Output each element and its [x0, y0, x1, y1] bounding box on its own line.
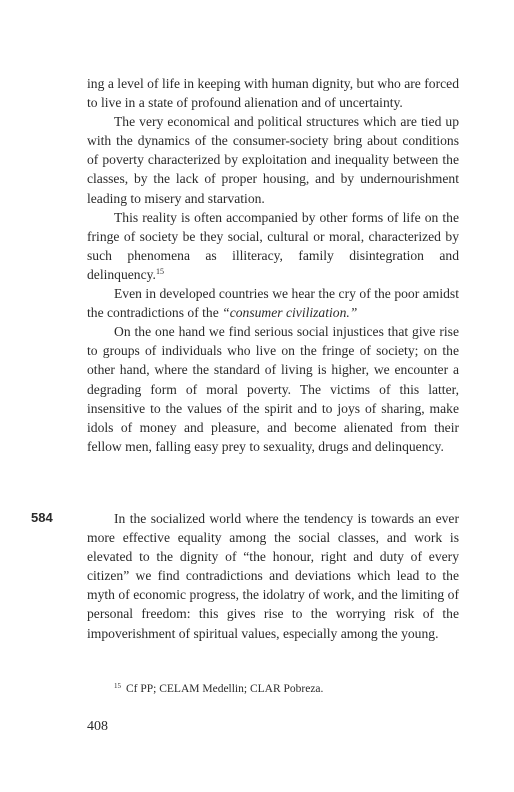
footnote-number: 15: [114, 682, 121, 690]
paragraph-socialized-world: In the socialized world where the tendency is towards an ever more effective equality among the social classes, and work is elevated to the dignity of “the honour, right and duty of every citizen” we find contradictions and deviations which lead to the myth of economic progress, the idolatry of work, and the limiting of personal freedom: this gives rise to the worrying risk of the impoverishment of spiritual values, especially among the young.: [87, 511, 459, 641]
section-margin-number: 584: [31, 510, 53, 525]
body-text-lower: [87, 509, 459, 643]
paragraph-fringe-of-society: [87, 208, 459, 284]
consumer-civilization-italic: “consumer civilization.”: [222, 305, 358, 321]
footnote-text: Cf PP; CELAM Medellin; CLAR Pobreza.: [126, 683, 324, 695]
paragraph-social-injustices: On the one hand we find serious social injustices that give rise to groups of individuals who live on the fringe of society; on the other hand, where the standard of living is higher, we encounter a degrading form of moral poverty. The victims of this latter, insensitive to the values of the spirit and to joys of sharing, make idols of money and pleasure, and become alienated from their fellow men, falling easy prey to sexuality, drugs and delinquency.: [87, 324, 459, 454]
page-number: 408: [87, 719, 108, 734]
paragraph-developed-text: Even in developed countries we hear the cry of the poor amidst the contradictions of the: [87, 286, 459, 321]
paragraph-continuation: ing a level of life in keeping with human dignity, but who are forced to live in a state of profound alienation and of uncertainty.: [87, 76, 459, 111]
footnote-reference: 15: [155, 266, 164, 276]
body-text-upper: [87, 74, 459, 456]
paragraph-fringe-text: This reality is often accompanied by other forms of life on the fringe of society be they social, cultural or moral, characterized by such phenomena as illiteracy, family disintegration and delinquency.: [87, 209, 459, 282]
paragraph-developed-countries: [87, 284, 459, 322]
footnote: [114, 682, 323, 696]
paragraph-economic-structures: The very economical and political structures which are tied up with the dynamics of the consumer-society bring about conditions of poverty characterized by exploitation and inequality between the classes, by the lack of proper housing, and by undernourishment leading to misery and starvation.: [87, 114, 459, 206]
